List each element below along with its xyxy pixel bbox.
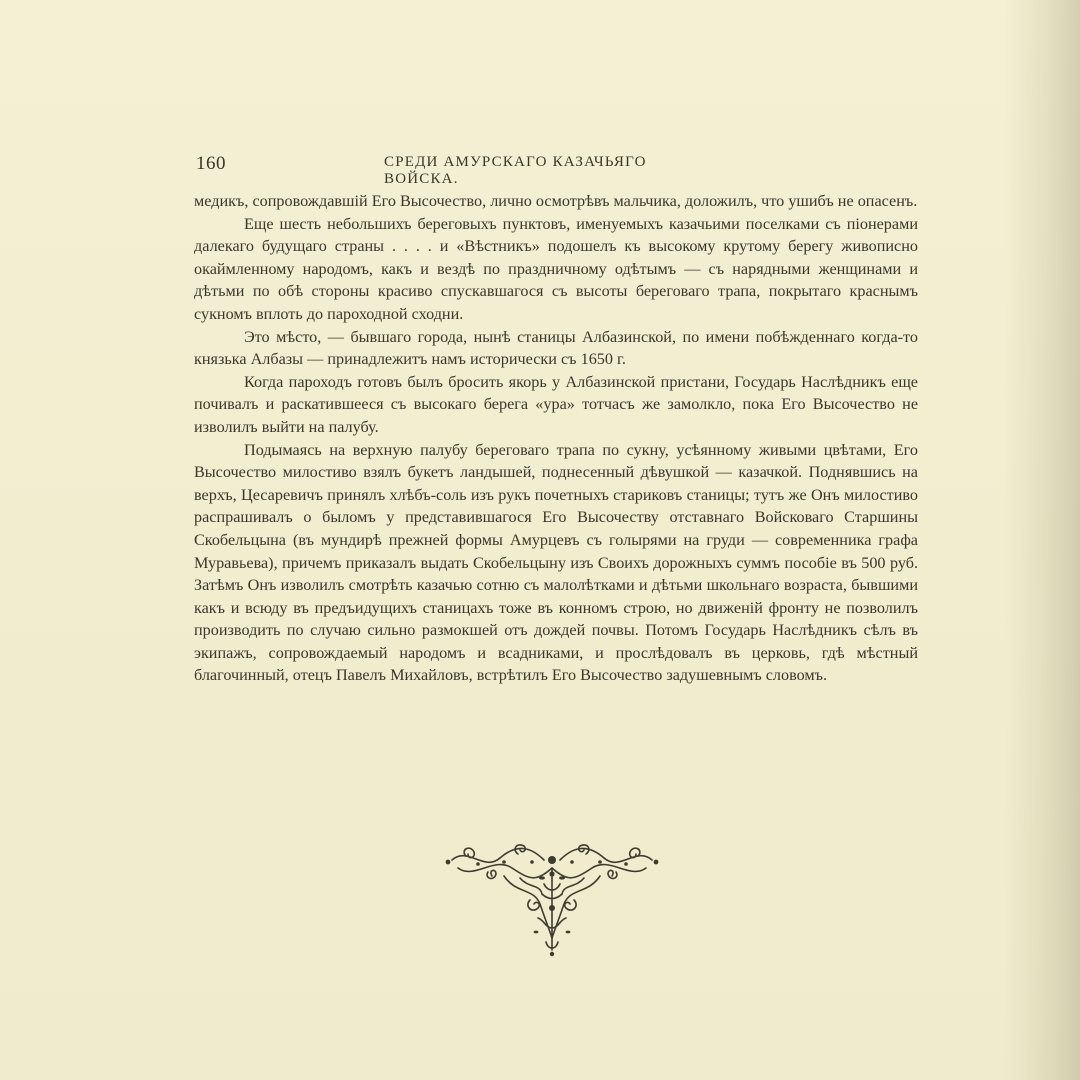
floral-vignette-icon xyxy=(444,838,660,958)
paragraph: Еще шесть небольшихъ береговыхъ пунктовъ, именуемыхъ казачьими поселками съ піонерами далекаго будущаго страны . . . . и «Вѣстникъ» подошелъ къ высокому крутому берегу живописно окаймленному народомъ, какъ и вездѣ по праздничному одѣтымъ — съ нарядными женщинами и дѣтьми по обѣ стороны красиво спускавшагося съ высоты береговаго трапа, покрытаго краснымъ сукномъ вплоть до пароходной сходни. xyxy=(194,214,918,323)
running-title: СРЕДИ АМУРСКАГО КАЗАЧЬЯГО ВОЙСКА. xyxy=(384,154,647,187)
running-head xyxy=(196,153,720,187)
page-number: 160 xyxy=(196,153,226,174)
paragraph: Это мѣсто, — бывшаго города, нынѣ станицы Албазинской, по имени побѣжденнаго когда-то князька Албазы — принадлежитъ намъ исторически съ 1650 г. xyxy=(194,327,918,369)
paragraph: Когда пароходъ готовъ былъ бросить якорь у Албазинской пристани, Государь Наслѣдникъ еще почивалъ и раскатившееся съ высокаго берега «ура» тотчасъ же замолкло, пока Его Высочество не изволилъ выйти на палубу. xyxy=(194,372,918,436)
paragraph: медикъ, сопровождавшій Его Высочество, лично осмотрѣвъ мальчика, доложилъ, что ушибъ не опасенъ. xyxy=(194,192,918,210)
body-text xyxy=(194,190,918,687)
paragraph: Подымаясь на верхную палубу береговаго трапа по сукну, усѣянному живыми цвѣтами, Его Высочество милостиво взялъ букетъ ландышей, поднесенный дѣвушкой — казачкой. Поднявшись на верхъ, Цесаревичъ принялъ хлѣбъ-соль изъ рукъ почетныхъ стариковъ станицы; тутъ же Онъ милостиво распрашивалъ о быломъ у представившагося Его Высочеству отставнаго Войсковаго Старшины Скобельцына (въ мундирѣ прежней формы Амурцевъ съ голырями на груди — современника графа Муравьева), причемъ приказалъ выдать Скобельцыну изъ Своихъ дорожныхъ суммъ пособіе въ 500 руб. Затѣмъ Онъ изволилъ смотрѣть казачью сотню съ малолѣтками и дѣтьми школьнаго возраста, бывшими какъ и всюду въ предъидущихъ станицахъ тоже въ конномъ строю, но движеній фронту не позволилъ производить по случаю сильно размокшей отъ дождей почвы. Потомъ Государь Наслѣдникъ сѣлъ въ экипажъ, сопровождаемый народомъ и всадниками, и прослѣдовалъ въ церковь, гдѣ мѣстный благочинный, отецъ Павелъ Михайловъ, встрѣтилъ Его Высочество задушевнымъ словомъ. xyxy=(194,440,918,685)
